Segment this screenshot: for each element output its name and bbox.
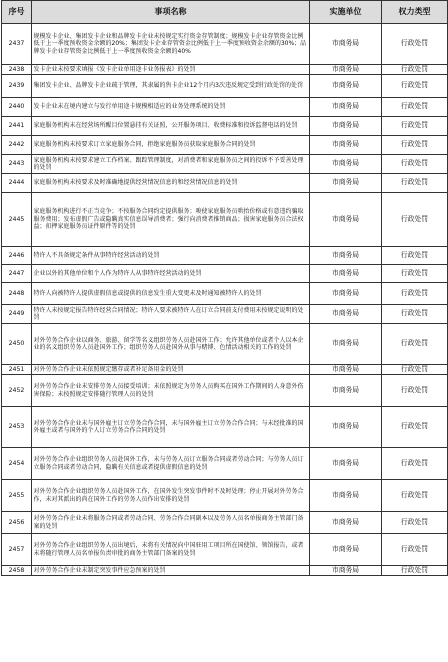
table-row [2,448,448,480]
table-row [2,174,448,193]
row-item-name: 企业以外的其他单位和个人作为特许人从事特许经营活动的处罚 [32,265,310,283]
row-implementing-unit: 市商务局 [310,480,382,512]
row-implementing-unit: 市商务局 [310,193,382,247]
table-row [2,98,448,117]
row-power-type: 行政处罚 [382,512,448,534]
row-serial-number: 2443 [2,155,32,174]
row-serial-number: 2439 [2,75,32,98]
row-power-type: 行政处罚 [382,324,448,365]
row-implementing-unit: 市商务局 [310,534,382,566]
row-serial-number: 2455 [2,480,32,512]
table-body [2,24,448,576]
row-power-type: 行政处罚 [382,566,448,576]
row-serial-number: 2449 [2,305,32,324]
row-implementing-unit: 市商务局 [310,117,382,136]
row-item-name: 对外劳务合作企业组织劳务人员赴国外工作，未与劳务人员订立服务合同或者劳动合同；与劳务人员订立服务合同或者劳动合同，隐瞒有关信息或者提供虚假信息的处罚 [32,448,310,480]
table-row [2,117,448,136]
row-power-type: 行政处罚 [382,247,448,265]
header-implementing-unit: 实施单位 [310,1,382,24]
row-implementing-unit: 市商务局 [310,265,382,283]
row-implementing-unit: 市商务局 [310,324,382,365]
row-power-type: 行政处罚 [382,174,448,193]
row-serial-number: 2438 [2,65,32,75]
row-item-name: 特许人未按规定报告特许经营合同情况；特许人要求被特许人在订立合同前支付费用未按规定说明的处罚 [32,305,310,324]
table-row [2,407,448,448]
table-row [2,365,448,375]
row-power-type: 行政处罚 [382,534,448,566]
header-power-type: 权力类型 [382,1,448,24]
row-implementing-unit: 市商务局 [310,283,382,305]
table-row [2,75,448,98]
table-row [2,305,448,324]
row-serial-number: 2454 [2,448,32,480]
row-item-name: 集团发卡企业、品牌发卡企业疏于管理，其隶属的售卡企业12个月内3次违反规定受到行政处罚的处罚 [32,75,310,98]
row-serial-number: 2453 [2,407,32,448]
table-row [2,155,448,174]
table-row [2,283,448,305]
table-row [2,324,448,365]
row-item-name: 家庭服务机构进行不正当竞争；不按服务合同约定提供服务；唆使家庭服务员哄抬价格或有意违约骗取服务费用；发布虚假广告或隐瞒真实信息误导消费者；强行向消费者推销商品；损害家庭服务员合法权益；扣押家庭服务员证件原件等的处罚 [32,193,310,247]
row-power-type: 行政处罚 [382,480,448,512]
row-power-type: 行政处罚 [382,98,448,117]
table-row [2,566,448,576]
row-serial-number: 2444 [2,174,32,193]
row-serial-number: 2452 [2,375,32,407]
row-power-type: 行政处罚 [382,305,448,324]
row-serial-number: 2437 [2,24,32,65]
row-item-name: 对外劳务合作企业未制定突发事件应急预案的处罚 [32,566,310,576]
header-item-name: 事项名称 [32,1,310,24]
table-row [2,512,448,534]
row-item-name: 家庭服务机构未按要求及时准确地提供经营情况信息的和经营情况信息的处罚 [32,174,310,193]
row-power-type: 行政处罚 [382,65,448,75]
row-serial-number: 2442 [2,136,32,155]
row-serial-number: 2450 [2,324,32,365]
row-item-name: 家庭服务机构未按要求建立工作档案、跟踪管理制度，对消费者和家庭服务员之间的投诉不予妥善处理的处罚 [32,155,310,174]
row-item-name: 家庭服务机构未在经营场所醒目位置悬挂有关证照，公开服务项目、收费标准和投诉监督电话的处罚 [32,117,310,136]
row-item-name: 发卡企业未在境内建立与发行单用途卡规模相适应的业务处理系统的处罚 [32,98,310,117]
table-row [2,265,448,283]
header-serial-number: 序号 [2,1,32,24]
row-serial-number: 2441 [2,117,32,136]
row-implementing-unit: 市商务局 [310,98,382,117]
row-item-name: 对外劳务合作企业未将服务合同或者劳动合同、劳务合作合同副本以及劳务人员名单报商务主管部门备案的处罚 [32,512,310,534]
power-list-table [1,0,448,576]
row-implementing-unit: 市商务局 [310,174,382,193]
row-power-type: 行政处罚 [382,24,448,65]
row-power-type: 行政处罚 [382,375,448,407]
row-implementing-unit: 市商务局 [310,305,382,324]
row-implementing-unit: 市商务局 [310,566,382,576]
row-item-name: 特许人向被特许人提供虚假信息或提供的信息发生重大变更未及时通知被特许人的处罚 [32,283,310,305]
table-row [2,534,448,566]
table-row [2,247,448,265]
table-row [2,24,448,65]
table-row [2,136,448,155]
row-implementing-unit: 市商务局 [310,448,382,480]
row-implementing-unit: 市商务局 [310,24,382,65]
row-serial-number: 2456 [2,512,32,534]
row-implementing-unit: 市商务局 [310,407,382,448]
row-power-type: 行政处罚 [382,407,448,448]
row-power-type: 行政处罚 [382,75,448,98]
row-power-type: 行政处罚 [382,448,448,480]
row-implementing-unit: 市商务局 [310,155,382,174]
table-row [2,375,448,407]
row-power-type: 行政处罚 [382,365,448,375]
row-serial-number: 2445 [2,193,32,247]
row-item-name: 对外劳务合作企业未与国外雇主订立劳务合作合同，未与国外雇主订立劳务合作合同；与未经批准的国外雇主或者与国外的个人订立劳务合作合同的处罚 [32,407,310,448]
row-power-type: 行政处罚 [382,283,448,305]
row-serial-number: 2446 [2,247,32,265]
table-header-row [2,1,448,24]
table-row [2,65,448,75]
row-serial-number: 2457 [2,534,32,566]
row-item-name: 发卡企业未按要求填报《发卡企业单用途卡业务报表》的处罚 [32,65,310,75]
row-power-type: 行政处罚 [382,193,448,247]
row-serial-number: 2451 [2,365,32,375]
table-row [2,480,448,512]
row-item-name: 特许人不具备规定条件从事特许经营活动的处罚 [32,247,310,265]
table-row [2,193,448,247]
row-serial-number: 2448 [2,283,32,305]
row-implementing-unit: 市商务局 [310,247,382,265]
row-item-name: 对外劳务合作企业未安排劳务人员接受培训；未依照规定为劳务人员购买在国外工作期间的人身意外伤害保险；未按照规定安排随行管理人员的处罚 [32,375,310,407]
row-power-type: 行政处罚 [382,265,448,283]
row-item-name: 规模发卡企业、集团发卡企业和品牌发卡企业未按规定实行资金存管制度；规模发卡企业存管资金比例低于上一季度预收资金余额的20%；集团发卡企业存管资金比例低于上一季度预收资金余额的30%；品牌发卡企业存管资金比例低于上一季度预收资金余额的40% [32,24,310,65]
row-implementing-unit: 市商务局 [310,365,382,375]
row-item-name: 家庭服务机构未按要求订立家庭服务合同，拒绝家庭服务员获取家庭服务合同的处罚 [32,136,310,155]
row-implementing-unit: 市商务局 [310,65,382,75]
row-serial-number: 2447 [2,265,32,283]
row-serial-number: 2458 [2,566,32,576]
row-item-name: 对外劳务合作企业未依照规定缴存或者补足备用金的处罚 [32,365,310,375]
row-item-name: 对外劳务合作企业以商务、旅游、留学等名义组织劳务人员赴国外工作；允许其他单位或者个人以本企业的名义组织劳务人员赴国外工作；组织劳务人员赴国外从事与赌博、色情活动相关的工作的处罚 [32,324,310,365]
row-item-name: 对外劳务合作企业组织劳务人员赴国外工作，在国外发生突发事件时不及时处理；停止开展对外劳务合作，未对其派出的尚在国外工作的劳务人员作出安排的处罚 [32,480,310,512]
row-implementing-unit: 市商务局 [310,136,382,155]
row-implementing-unit: 市商务局 [310,512,382,534]
row-item-name: 对外劳务合作企业组织劳务人员出境后，未将有关情况向中国驻用工项目所在国使馆、领馆报告，或者未将随行管理人员名单报负责审批的商务主管部门备案的处罚 [32,534,310,566]
row-serial-number: 2440 [2,98,32,117]
row-power-type: 行政处罚 [382,136,448,155]
row-implementing-unit: 市商务局 [310,75,382,98]
row-power-type: 行政处罚 [382,155,448,174]
row-implementing-unit: 市商务局 [310,375,382,407]
row-power-type: 行政处罚 [382,117,448,136]
